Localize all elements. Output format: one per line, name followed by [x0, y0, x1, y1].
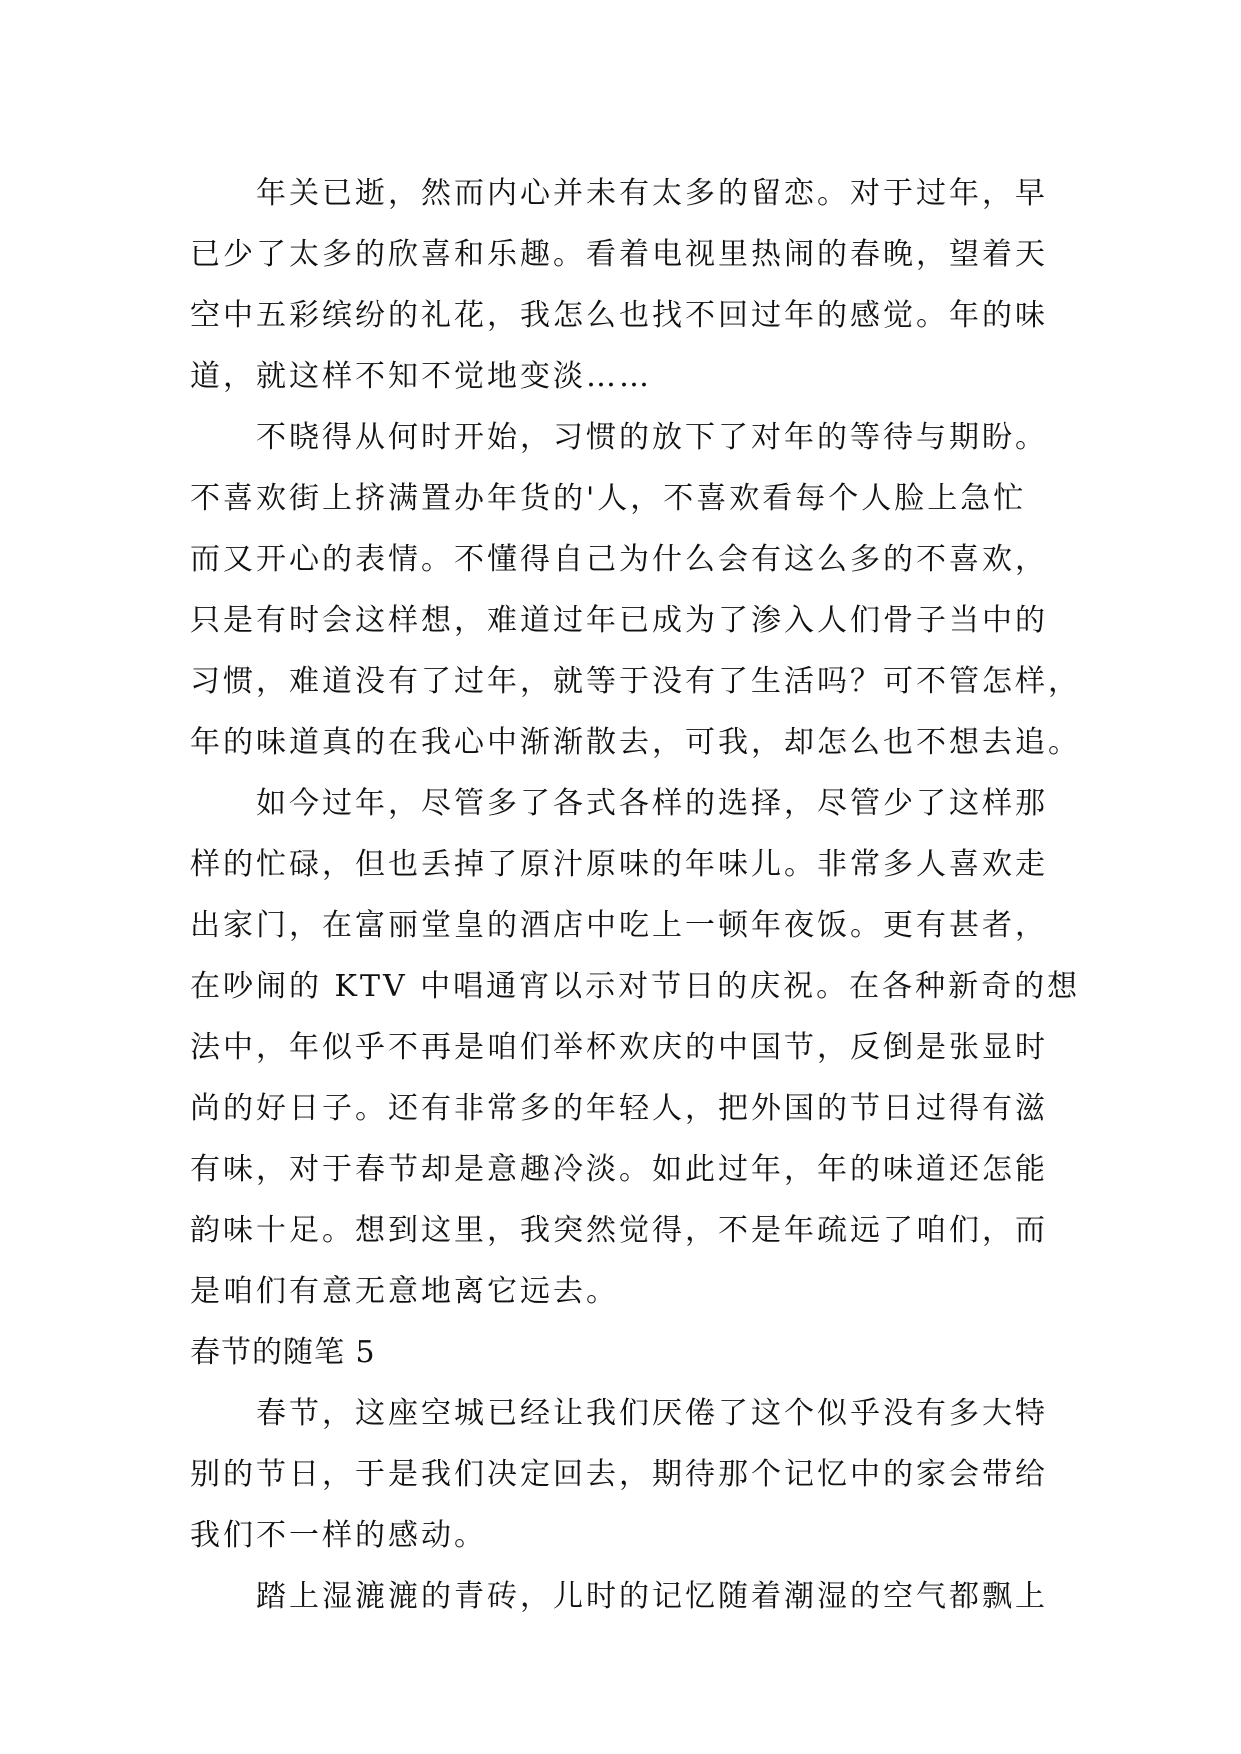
section-heading: 春节的随笔 5: [190, 1335, 376, 1370]
paragraph-3-line-4: 在吵闹的 KTV 中唱通宵以示对节日的庆祝。在各种新奇的想: [190, 969, 1081, 1004]
article-body: [190, 163, 1081, 1627]
paragraph-1-line-3: 空中五彩缤纷的礼花，我怎么也找不回过年的感觉。年的味: [190, 298, 1048, 333]
paragraph-3-line-6: 尚的好日子。还有非常多的年轻人，把外国的节日过得有滋: [190, 1091, 1048, 1126]
paragraph-2-line-6: 年的味道真的在我心中渐渐散去，可我，却怎么也不想去追。: [190, 725, 1081, 760]
paragraph-2-line-5: 习惯，难道没有了过年，就等于没有了生活吗？可不管怎样，: [190, 664, 1081, 699]
paragraph-3-line-7: 有味，对于春节却是意趣冷淡。如此过年，年的味道还怎能: [190, 1152, 1048, 1187]
paragraph-3-line-2: 样的忙碌，但也丢掉了原汁原味的年味儿。非常多人喜欢走: [190, 847, 1048, 882]
paragraph-3-line-5: 法中，年似乎不再是咱们举杯欢庆的中国节，反倒是张显时: [190, 1030, 1048, 1065]
paragraph-2-line-2: 不喜欢街上挤满置办年货的'人，不喜欢看每个人脸上急忙: [190, 481, 1027, 516]
paragraph-2-line-1: 不晓得从何时开始，习惯的放下了对年的等待与期盼。: [256, 420, 1048, 455]
paragraph-1-line-2: 已少了太多的欣喜和乐趣。看着电视里热闹的春晚，望着天: [190, 237, 1048, 272]
paragraph-5-line-1: 踏上湿漉漉的青砖，儿时的记忆随着潮湿的空气都飘上: [256, 1579, 1048, 1614]
paragraph-3-line-8: 韵味十足。想到这里，我突然觉得，不是年疏远了咱们，而: [190, 1213, 1048, 1248]
paragraph-2-line-4: 只是有时会这样想，难道过年已成为了渗入人们骨子当中的: [190, 603, 1048, 638]
paragraph-1-line-4: 道，就这样不知不觉地变淡……: [190, 359, 652, 394]
paragraph-4-line-3: 我们不一样的感动。: [190, 1518, 487, 1553]
paragraph-4-line-1: 春节，这座空城已经让我们厌倦了这个似乎没有多大特: [256, 1396, 1048, 1431]
paragraph-3-line-1: 如今过年，尽管多了各式各样的选择，尽管少了这样那: [256, 786, 1048, 821]
paragraph-3-line-9: 是咱们有意无意地离它远去。: [190, 1274, 619, 1309]
paragraph-2-line-3: 而又开心的表情。不懂得自己为什么会有这么多的不喜欢，: [190, 542, 1048, 577]
paragraph-1-line-1: 年关已逝，然而内心并未有太多的留恋。对于过年，早: [256, 176, 1048, 211]
paragraph-3-line-3: 出家门，在富丽堂皇的酒店中吃上一顿年夜饭。更有甚者，: [190, 908, 1048, 943]
paragraph-4-line-2: 别的节日，于是我们决定回去，期待那个记忆中的家会带给: [190, 1457, 1048, 1492]
